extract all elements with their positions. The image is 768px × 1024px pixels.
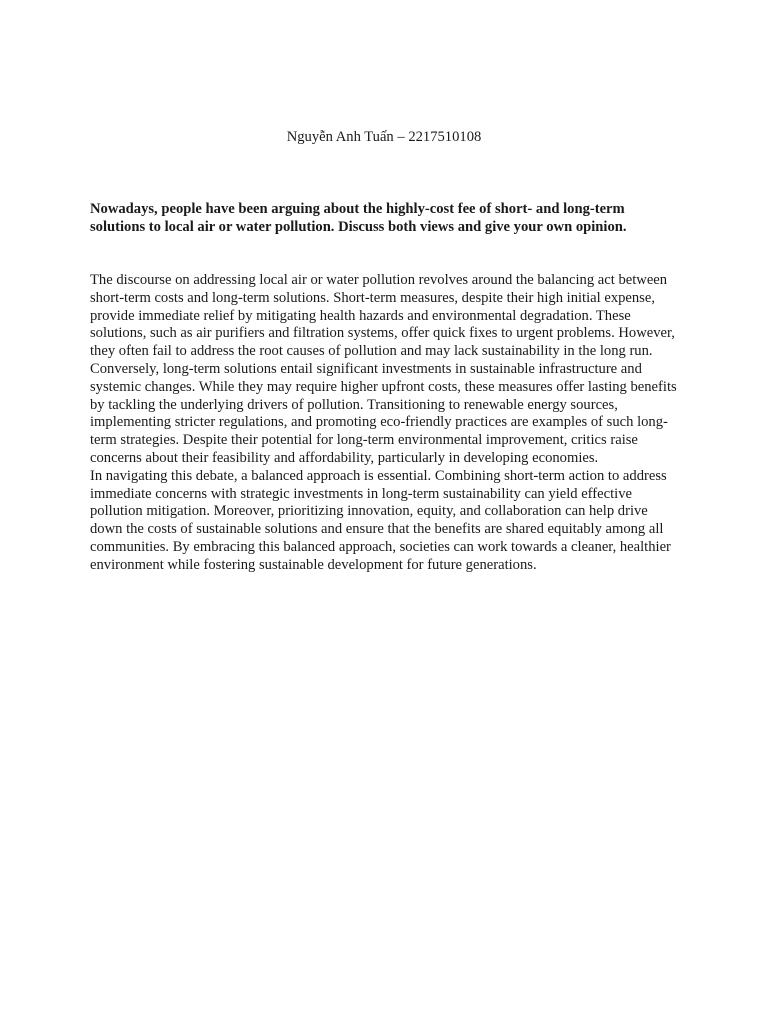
- essay-prompt: Nowadays, people have been arguing about the highly-cost fee of short- and long-term solutions to local air or water pollution. Discuss both views and give your own opinion.: [90, 201, 627, 235]
- essay-body: [90, 272, 680, 575]
- author-line: Nguyễn Anh Tuấn – 2217510108: [286, 129, 482, 145]
- essay-paragraph-3: In navigating this debate, a balanced approach is essential. Combining short-term action to address immediate concerns with strategic investments in long-term sustainability can yield effective pollution mitigation. Moreover, prioritizing innovation, equity, and collaboration can help drive down the costs of sustainable solutions and ensure that the benefits are shared equitably among all communities. By embracing this balanced approach, societies can work towards a cleaner, healthier environment while fostering sustainable development for future generations.: [90, 467, 671, 573]
- essay-paragraph-1: The discourse on addressing local air or water pollution revolves around the balancing act between short-term costs and long-term solutions. Short-term measures, despite their high initial expense, provide immediate relief by mitigating health hazards and environmental degradation. These solutions, such as air purifiers and filtration systems, offer quick fixes to urgent problems. However, they often fail to address the root causes of pollution and may lack sustainability in the long run.: [90, 272, 675, 360]
- essay-paragraph-2: Conversely, long-term solutions entail significant investments in sustainable infrastructure and systemic changes. While they may require higher upfront costs, these measures offer lasting benefits by tackling the underlying drivers of pollution. Transitioning to renewable energy sources, implementing stricter regulations, and promoting eco-friendly practices are examples of such long-term strategies. Despite their potential for long-term environmental improvement, critics raise concerns about their feasibility and affordability, particularly in developing economies.: [90, 360, 677, 466]
